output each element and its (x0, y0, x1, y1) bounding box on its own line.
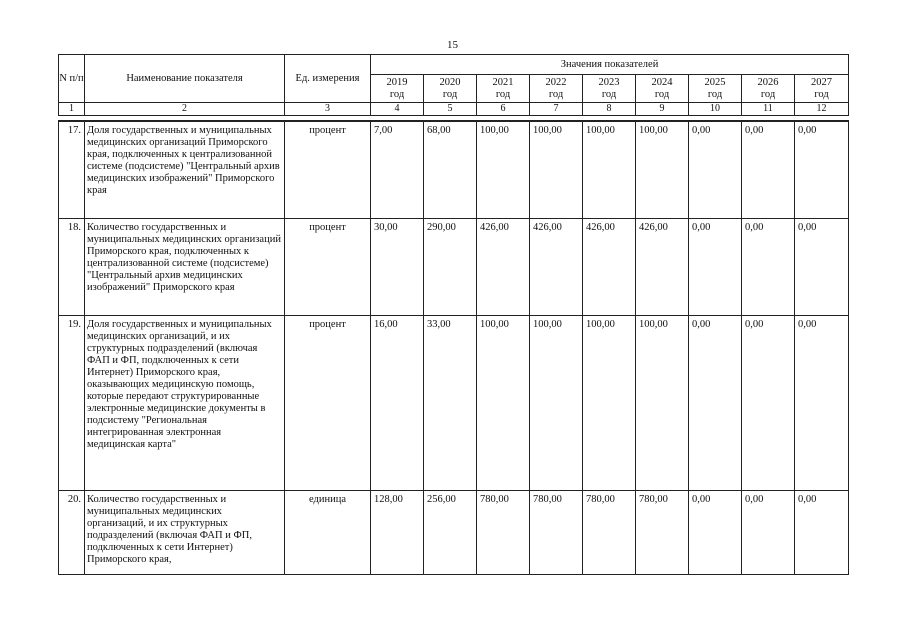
value-cell: 100,00 (636, 315, 689, 490)
row-number: 17. (59, 121, 85, 218)
value-cell: 128,00 (371, 490, 424, 574)
column-number: 10 (689, 103, 742, 116)
year-label: 2019 (386, 76, 408, 88)
header-name-label: Наименование показателя (126, 72, 243, 84)
value-cell: 0,00 (742, 121, 795, 218)
header-year (424, 75, 477, 103)
table-row (59, 218, 849, 315)
year-unit: год (814, 88, 829, 100)
unit-cell: единица (285, 490, 371, 574)
header-n-label: N п/п (59, 72, 84, 84)
column-number: 7 (530, 103, 583, 116)
value-cell: 0,00 (689, 121, 742, 218)
year-unit: год (654, 88, 670, 100)
year-label: 2025 (704, 76, 726, 88)
header-year (689, 75, 742, 103)
indicator-name: Доля государственных и муниципальных медицинских организаций Приморского края, подключенных к централизованной системе (подсистеме) "Центральный архив медицинских изображений" Приморского края (85, 121, 285, 218)
value-cell: 0,00 (689, 490, 742, 574)
value-cell: 780,00 (477, 490, 530, 574)
indicators-table (58, 54, 849, 575)
year-label: 2023 (598, 76, 620, 88)
value-cell: 290,00 (424, 218, 477, 315)
year-unit: год (601, 88, 617, 100)
value-cell: 100,00 (477, 315, 530, 490)
table-row (59, 315, 849, 490)
header-values (371, 55, 849, 75)
year-label: 2026 (757, 76, 779, 88)
column-number: 8 (583, 103, 636, 116)
header-values-label: Значения показателей (560, 58, 659, 70)
value-cell: 100,00 (530, 121, 583, 218)
header-year (742, 75, 795, 103)
unit-cell: процент (285, 315, 371, 490)
table-row (59, 490, 849, 574)
page-number: 15 (447, 39, 458, 51)
row-number: 20. (59, 490, 85, 574)
column-number: 3 (285, 103, 371, 116)
header-year (795, 75, 849, 103)
value-cell: 426,00 (583, 218, 636, 315)
column-number: 9 (636, 103, 689, 116)
value-cell: 426,00 (636, 218, 689, 315)
year-label: 2022 (545, 76, 567, 88)
column-number: 5 (424, 103, 477, 116)
indicator-name: Количество государственных и муниципальных медицинских организаций, и их структурных подразделений (включая ФАП и ФП, подключенных к сети Интернет) Приморского края, (85, 490, 285, 574)
header-n (59, 55, 85, 103)
year-label: 2024 (651, 76, 673, 88)
column-number: 4 (371, 103, 424, 116)
value-cell: 0,00 (795, 121, 849, 218)
value-cell: 33,00 (424, 315, 477, 490)
year-unit: год (548, 88, 564, 100)
header-unit-label: Ед. измерения (295, 72, 360, 84)
header-year (371, 75, 424, 103)
value-cell: 426,00 (477, 218, 530, 315)
value-cell: 0,00 (689, 218, 742, 315)
indicator-name: Количество государственных и муниципальных медицинских организаций Приморского края, подключенных к централизованной системе (подсистеме) "Центральный архив медицинских изображений" Приморского края (85, 218, 285, 315)
year-label: 2020 (439, 76, 461, 88)
value-cell: 7,00 (371, 121, 424, 218)
row-number: 19. (59, 315, 85, 490)
row-number: 18. (59, 218, 85, 315)
value-cell: 68,00 (424, 121, 477, 218)
header-year (477, 75, 530, 103)
value-cell: 780,00 (530, 490, 583, 574)
value-cell: 0,00 (795, 490, 849, 574)
value-cell: 256,00 (424, 490, 477, 574)
value-cell: 100,00 (583, 315, 636, 490)
column-number: 6 (477, 103, 530, 116)
value-cell: 0,00 (742, 315, 795, 490)
table-row (59, 121, 849, 218)
unit-cell: процент (285, 121, 371, 218)
header-name (85, 55, 285, 103)
header-year (530, 75, 583, 103)
value-cell: 100,00 (583, 121, 636, 218)
value-cell: 780,00 (583, 490, 636, 574)
unit-cell: процент (285, 218, 371, 315)
value-cell: 426,00 (530, 218, 583, 315)
value-cell: 100,00 (530, 315, 583, 490)
column-number: 11 (742, 103, 795, 116)
value-cell: 780,00 (636, 490, 689, 574)
year-label: 2027 (811, 76, 833, 88)
header-unit (285, 55, 371, 103)
value-cell: 0,00 (742, 490, 795, 574)
year-unit: год (442, 88, 458, 100)
year-unit: год (495, 88, 511, 100)
value-cell: 0,00 (742, 218, 795, 315)
value-cell: 0,00 (689, 315, 742, 490)
value-cell: 100,00 (477, 121, 530, 218)
year-unit: год (707, 88, 723, 100)
value-cell: 0,00 (795, 218, 849, 315)
year-label: 2021 (492, 76, 514, 88)
value-cell: 0,00 (795, 315, 849, 490)
year-unit: год (389, 88, 405, 100)
indicator-name: Доля государственных и муниципальных медицинских организаций, и их структурных подразделений (включая ФАП и ФП, подключенных к сети Интернет) Приморского края, оказывающих медицинскую помощь, которые передают структурированные электронные медицинские документы в подсистему "Региональная интегрированная электронная медицинская карта" (85, 315, 285, 490)
column-number: 1 (59, 103, 85, 116)
year-unit: год (760, 88, 776, 100)
column-number: 2 (85, 103, 285, 116)
header-year (583, 75, 636, 103)
value-cell: 16,00 (371, 315, 424, 490)
column-number: 12 (795, 103, 849, 116)
header-year (636, 75, 689, 103)
value-cell: 30,00 (371, 218, 424, 315)
column-number-row (59, 103, 849, 116)
value-cell: 100,00 (636, 121, 689, 218)
